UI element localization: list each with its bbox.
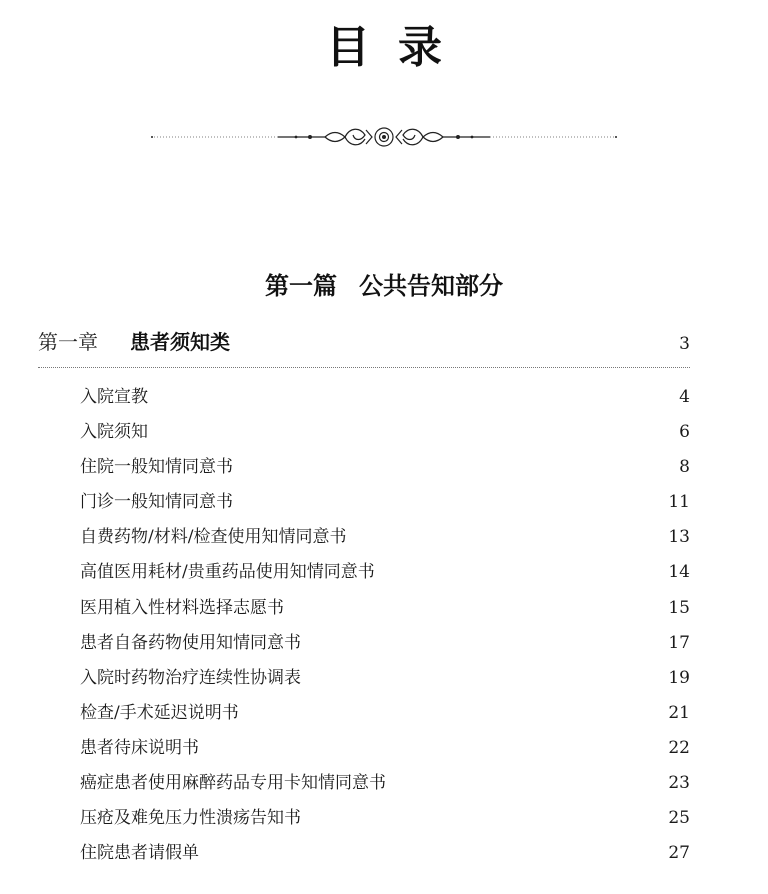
toc-entry-title: 高值医用耗材/贵重药品使用知情同意书: [80, 562, 375, 583]
toc-entry-page: 22: [668, 737, 690, 758]
toc-entry-list: [80, 380, 690, 871]
toc-entry[interactable]: [80, 801, 690, 836]
part-heading: [0, 268, 768, 304]
toc-entry-title: 患者待床说明书: [80, 737, 199, 758]
toc-entry[interactable]: [80, 380, 690, 415]
chapter-number: 第一章: [38, 330, 98, 354]
part-number: 第一篇: [265, 271, 337, 300]
ornament-divider-icon: [150, 124, 618, 150]
toc-entry-page: 14: [668, 562, 690, 583]
toc-entry-title: 患者自备药物使用知情同意书: [80, 632, 301, 653]
toc-entry-title: 入院须知: [80, 422, 148, 443]
chapter-heading[interactable]: [38, 326, 690, 358]
toc-entry[interactable]: [80, 696, 690, 731]
toc-entry-page: 17: [668, 632, 690, 653]
toc-entry-title: 入院宣教: [80, 387, 148, 407]
toc-entry-page: 6: [679, 422, 690, 443]
toc-entry[interactable]: [80, 766, 690, 801]
toc-entry-title: 自费药物/材料/检查使用知情同意书: [80, 527, 347, 548]
toc-entry-page: 27: [668, 843, 690, 864]
toc-entry[interactable]: [80, 555, 690, 590]
toc-entry[interactable]: [80, 661, 690, 696]
chapter-page-number: 3: [679, 334, 690, 354]
toc-entry-page: 23: [668, 773, 690, 794]
toc-entry-page: 13: [668, 527, 690, 548]
toc-entry[interactable]: [80, 731, 690, 766]
toc-entry-page: 19: [668, 667, 690, 688]
toc-entry[interactable]: [80, 591, 690, 626]
toc-entry-title: 住院患者请假单: [80, 843, 199, 864]
toc-entry[interactable]: [80, 626, 690, 661]
toc-entry-title: 压疮及难免压力性溃疡告知书: [80, 808, 301, 829]
toc-entry-title: 检查/手术延迟说明书: [80, 702, 239, 723]
toc-entry-title: 住院一般知情同意书: [80, 457, 233, 478]
toc-entry-page: 21: [668, 702, 690, 723]
toc-entry-page: 25: [668, 808, 690, 829]
toc-entry[interactable]: [80, 450, 690, 485]
toc-entry-page: 11: [668, 492, 690, 513]
toc-entry-title: 门诊一般知情同意书: [80, 492, 233, 513]
toc-entry-page: 4: [679, 387, 690, 407]
page-title: 目录: [326, 22, 470, 73]
toc-entry-page: 15: [668, 597, 690, 618]
toc-entry[interactable]: [80, 520, 690, 555]
toc-entry-title: 医用植入性材料选择志愿书: [80, 597, 284, 618]
toc-entry-page: 8: [679, 457, 690, 478]
toc-entry-title: 入院时药物治疗连续性协调表: [80, 667, 301, 688]
chapter-name: 患者须知类: [130, 330, 230, 354]
toc-entry-title: 癌症患者使用麻醉药品专用卡知情同意书: [80, 773, 386, 794]
toc-entry[interactable]: [80, 485, 690, 520]
part-name: 公共告知部分: [359, 271, 503, 300]
toc-entry[interactable]: [80, 836, 690, 871]
toc-entry[interactable]: [80, 415, 690, 450]
chapter-divider: [38, 367, 690, 368]
